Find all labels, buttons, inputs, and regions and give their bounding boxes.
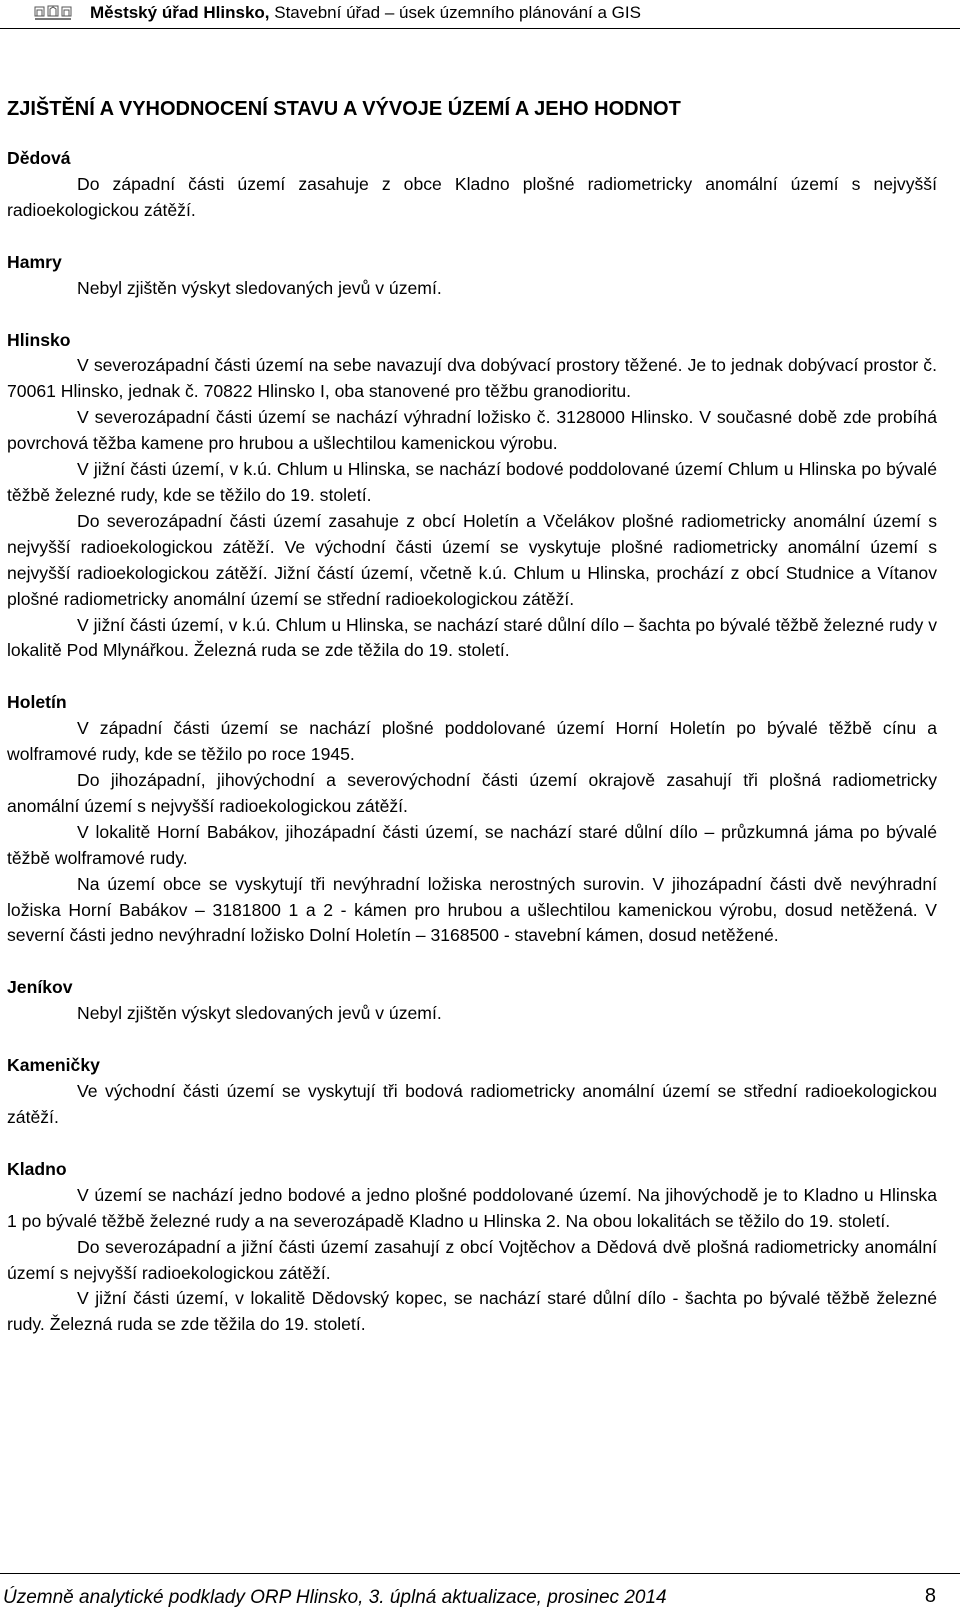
paragraph: V jižní části území, v k.ú. Chlum u Hlinska, se nachází bodové poddolované území Chlum u Hlinska po bývalé těžbě železné rudy, kde se těžilo do 19. století. xyxy=(7,459,937,505)
paragraph: Do severozápadní a jižní části území zasahují z obcí Vojtěchov a Dědová dvě plošná radiometricky anomální území s nejvyšší radioekologickou zátěží. xyxy=(7,1236,937,1283)
footer-divider xyxy=(0,1573,960,1574)
paragraph: Do jihozápadní, jihovýchodní a severovýchodní části území okrajově zasahují tři plošná radiometricky anomální území s nejvyšší radioekologickou zátěží. xyxy=(7,770,937,816)
section-5 xyxy=(7,975,937,1027)
section-heading: Jeníkov xyxy=(7,977,73,998)
header-text xyxy=(90,3,641,23)
section-3 xyxy=(7,328,937,665)
section-heading: Kameničky xyxy=(7,1055,100,1076)
paragraph: Do západní části území zasahuje z obce Kladno plošné radiometricky anomální území s nejvyšší radioekologickou zátěží. xyxy=(7,173,937,220)
paragraph: V jižní části území, v k.ú. Chlum u Hlinska, se nachází staré důlní dílo – šachta po bývalé těžbě železné rudy v lokalitě Pod Mlynářkou. Železná ruda se zde těžila do 19. století. xyxy=(7,614,937,661)
page-header xyxy=(0,0,960,36)
section-7 xyxy=(7,1157,937,1338)
section-4 xyxy=(7,690,937,949)
section-heading: Hamry xyxy=(7,251,62,272)
page-number: 8 xyxy=(924,1585,936,1607)
paragraph: V západní části území se nachází plošné poddolované území Horní Holetín po bývalé těžbě cínu a wolframové rudy, kde se těžilo po roce 1945. xyxy=(7,718,937,765)
section-heading: Holetín xyxy=(7,692,67,713)
paragraph: V jižní části území, v lokalitě Dědovský kopec, se nachází staré důlní dílo - šachta po bývalé těžbě železné rudy. Železná ruda se zde těžila do 19. století. xyxy=(7,1288,937,1335)
header-office: Městský úřad Hlinsko, xyxy=(90,3,270,22)
paragraph: V lokalitě Horní Babákov, jihozápadní části území, se nachází staré důlní dílo – průzkumná jáma po bývalé těžbě wolframové rudy. xyxy=(7,821,937,868)
page-title: ZJIŠTĚNÍ A VYHODNOCENÍ STAVU A VÝVOJE ÚZEMÍ A JEHO HODNOT xyxy=(7,98,681,120)
paragraph: Ve východní části území se vyskytují tři bodová radiometricky anomální území se střední radioekologickou zátěží. xyxy=(7,1081,937,1127)
section-1 xyxy=(7,146,937,224)
page-footer xyxy=(0,1573,960,1613)
section-heading: Dědová xyxy=(7,148,71,168)
header-department: Stavební úřad – úsek územního plánování a GIS xyxy=(274,3,641,22)
document-body xyxy=(7,146,937,1364)
section-heading: Hlinsko xyxy=(7,329,71,350)
paragraph: Na území obce se vyskytují tři nevýhradní ložiska nerostných surovin. V jihozápadní části dvě nevýhradní ložiska Horní Babákov – 3181800 1 a 2 - kámen pro hrubou a ušlechtilou kamenickou výrobu, dosud netěžená. V severní části jedno nevýhradní ložisko Dolní Holetín – 3168500 - stavební kámen, dosud netěžené. xyxy=(7,873,937,946)
header-divider xyxy=(0,28,960,29)
paragraph: Nebyl zjištěn výskyt sledovaných jevů v území. xyxy=(77,277,442,298)
hlinsko-logo-icon xyxy=(34,4,84,22)
section-6 xyxy=(7,1053,937,1131)
paragraph: Do severozápadní části území zasahuje z obcí Holetín a Včelákov plošné radiometricky anomální území s nejvyšší radioekologickou zátěží. Ve východní části území se vyskytuje plošné radiometricky anomální území s nejvyšší radioekologickou zátěží. Jižní částí území, včetně k.ú. Chlum u Hlinska, prochází z obcí Studnice a Vítanov plošné radiometricky anomální území se střední radioekologickou zátěží. xyxy=(7,510,937,609)
paragraph: V severozápadní části území se nachází výhradní ložisko č. 3128000 Hlinsko. V současné době zde probíhá povrchová těžba kamene pro hrubou a ušlechtilou kamenickou výrobu. xyxy=(7,407,937,454)
section-heading: Kladno xyxy=(7,1158,67,1179)
paragraph: Nebyl zjištěn výskyt sledovaných jevů v území. xyxy=(77,1003,442,1024)
paragraph: V území se nachází jedno bodové a jedno plošné poddolované území. Na jihovýchodě je to Kladno u Hlinska 1 po bývalé těžbě železné rudy a na severozápadě Kladno u Hlinska 2. Na obou lokalitách se těžilo do 19. století. xyxy=(7,1184,937,1231)
footer-text: Územně analytické podklady ORP Hlinsko, 3. úplná aktualizace, prosinec 2014 xyxy=(3,1587,667,1608)
section-2 xyxy=(7,250,937,302)
paragraph: V severozápadní části území na sebe navazují dva dobývací prostory těžené. Je to jednak dobývací prostor č. 70061 Hlinsko, jednak č. 70822 Hlinsko I, oba stanovené pro těžbu granodioritu. xyxy=(7,355,937,402)
